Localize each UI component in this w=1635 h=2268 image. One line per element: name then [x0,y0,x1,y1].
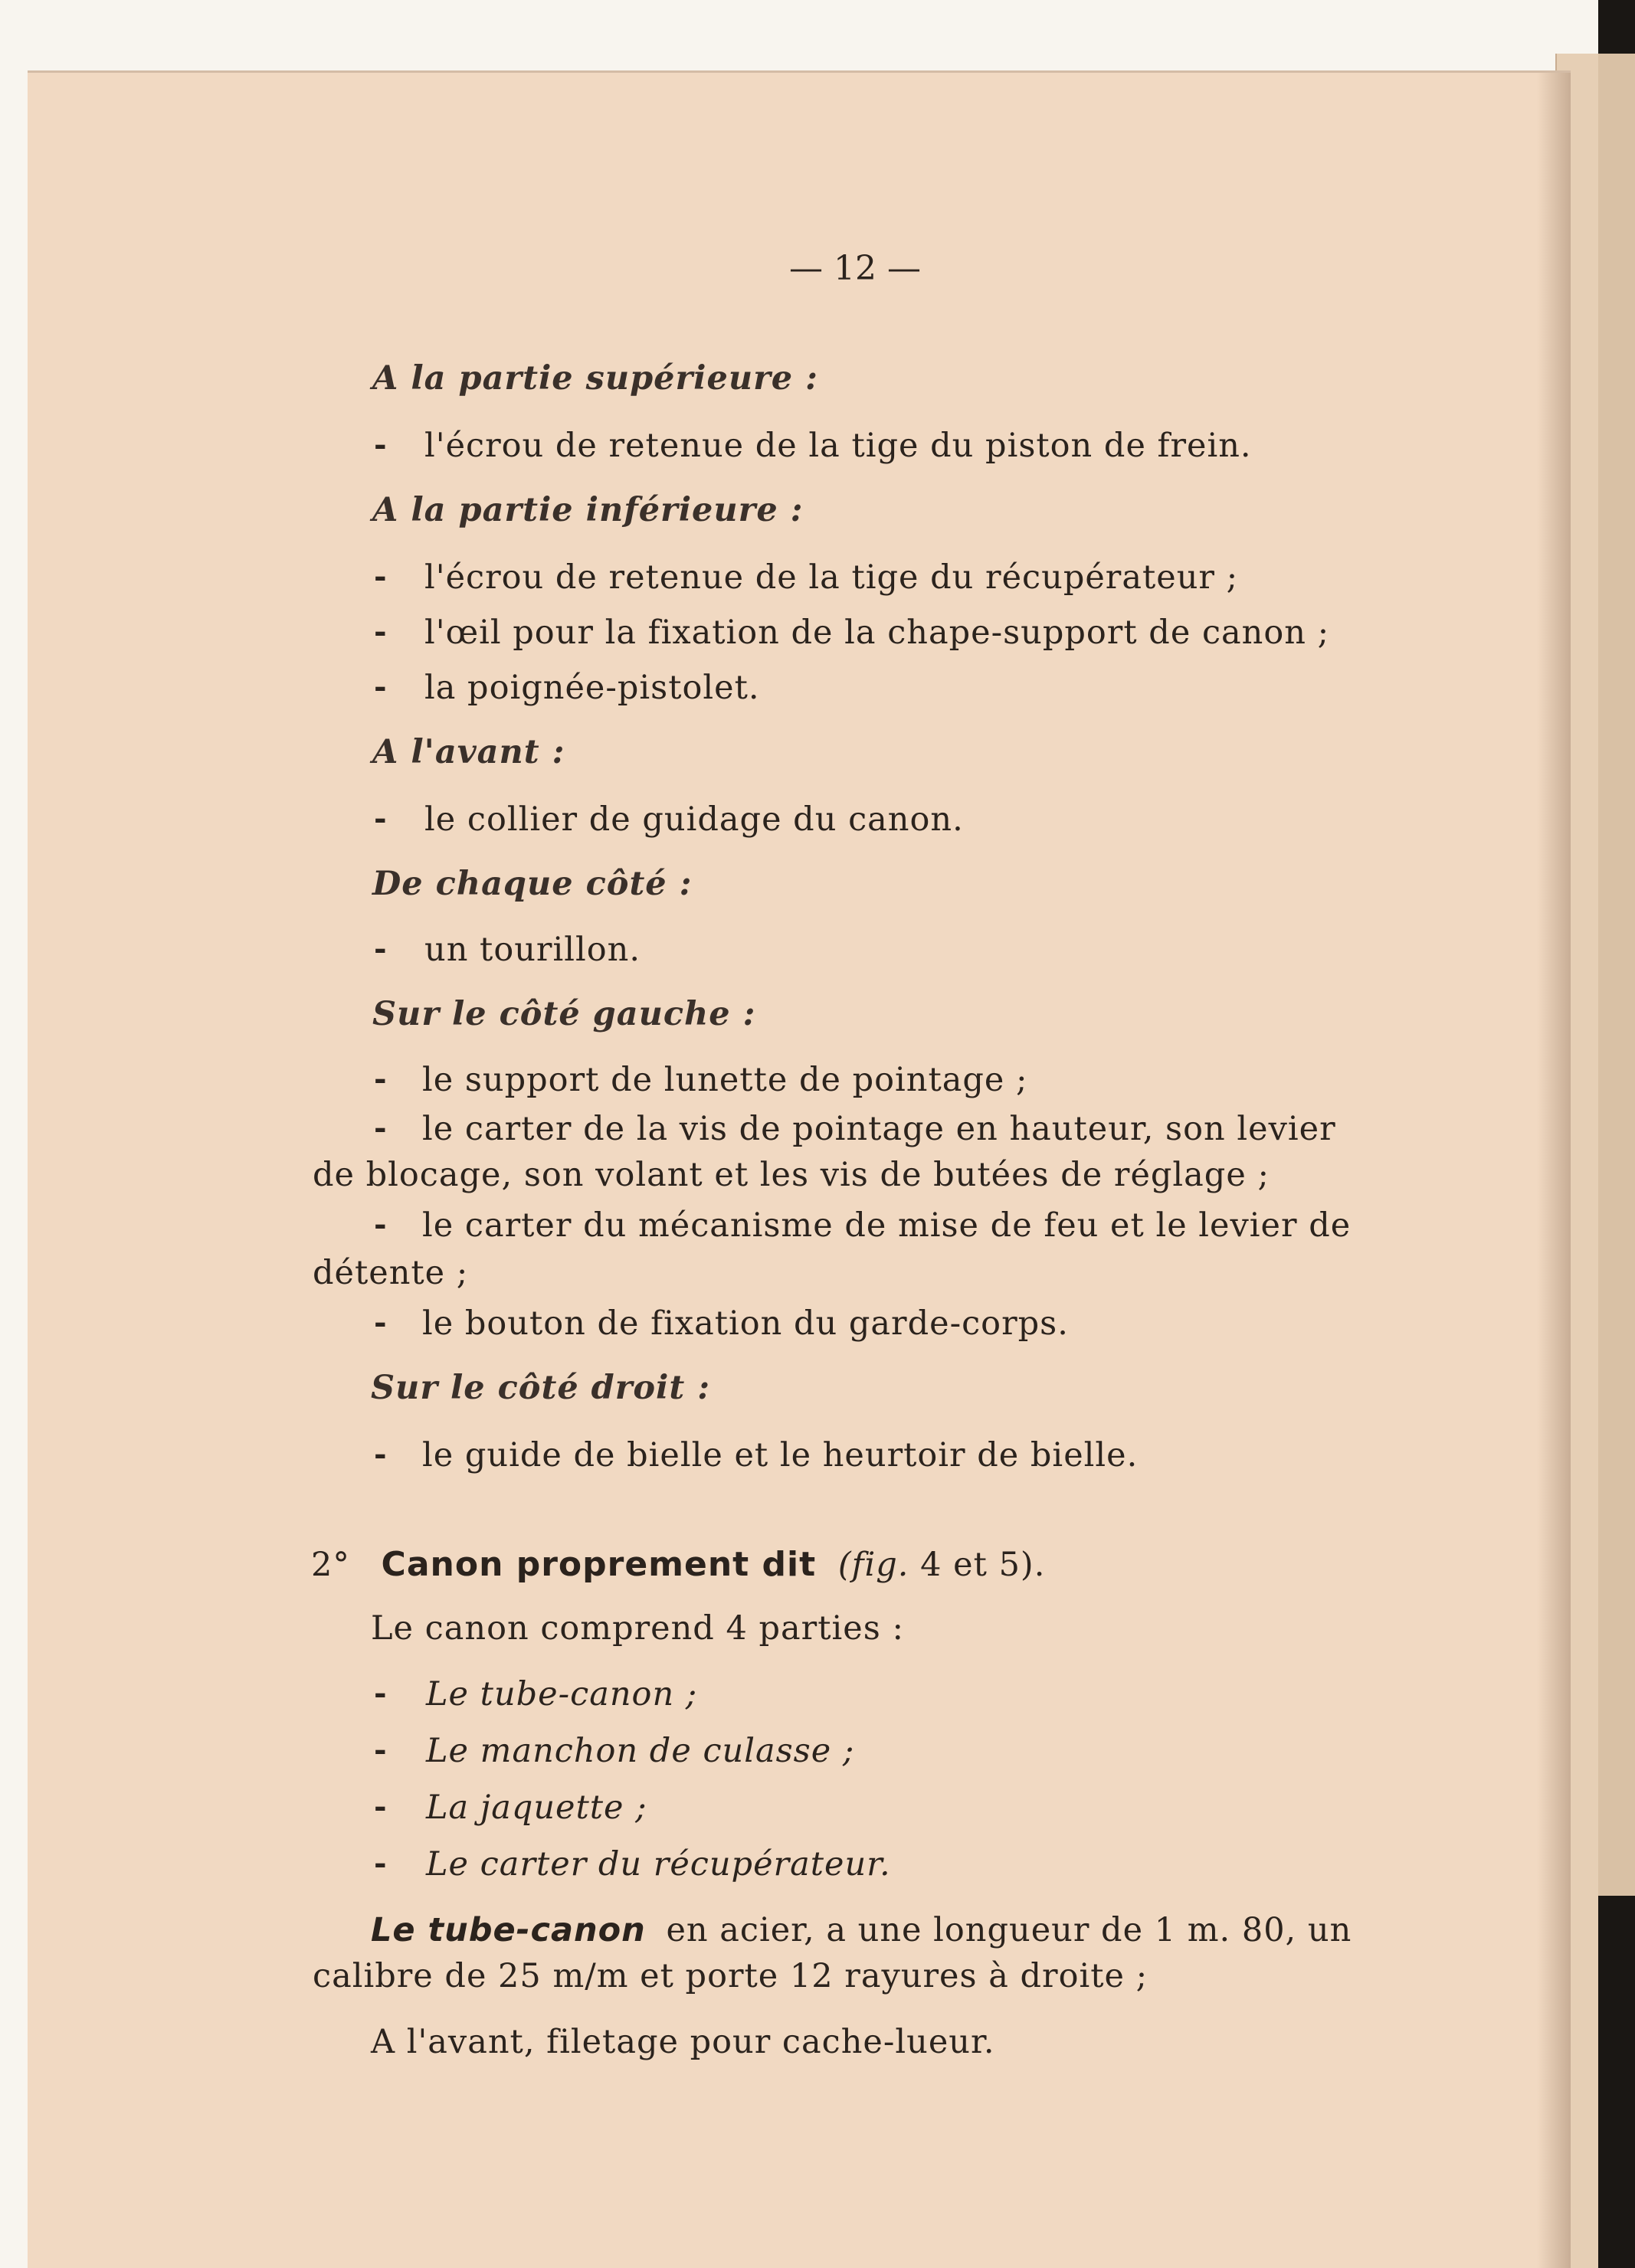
figure-ref-numbers: 4 et 5). [920,1546,1046,1584]
list-item: le bouton de fixation du garde-corps. [422,1304,1069,1343]
part-item: La jaquette ; [426,1789,647,1827]
page-fold-shadow [1537,73,1571,2268]
list-item: l'œil pour la fixation de la chape-support de canon ; [424,614,1330,652]
section-heading: De chaque côté : [372,865,693,903]
tube-label: Le tube-canon [371,1911,646,1949]
list-item: l'écrou de retenue de la tige du récupérateur ; [424,558,1239,597]
list-dash: - [374,427,387,463]
list-item: l'écrou de retenue de la tige du piston de frein. [424,427,1252,465]
section-heading: A la partie supérieure : [372,359,818,398]
book-page [28,70,1571,2268]
list-dash: - [374,1732,387,1768]
list-item-continuation: de blocage, son volant et les vis de butées de réglage ; [313,1156,1270,1194]
closing-paragraph: A l'avant, filetage pour cache-lueur. [371,2023,995,2061]
list-dash: - [374,558,387,594]
list-item: un tourillon. [424,931,641,969]
part-item: Le carter du récupérateur. [426,1845,891,1883]
list-dash: - [374,1845,387,1881]
list-dash: - [374,1675,387,1711]
tube-description: en acier, a une longueur de 1 m. 80, un [666,1911,1352,1949]
list-item: le guide de bielle et le heurtoir de bielle. [422,1436,1139,1474]
list-item-continuation: détente ; [313,1254,469,1292]
list-item: la poignée-pistolet. [424,669,760,707]
list-dash: - [374,1436,387,1472]
list-dash: - [374,800,387,836]
list-item: le collier de guidage du canon. [424,800,964,839]
section-heading: Sur le côté gauche : [372,995,756,1033]
list-dash: - [374,669,387,705]
list-dash: - [374,1061,387,1097]
section-heading: Sur le côté droit : [371,1369,711,1407]
figure-ref-italic: (fig. [837,1546,909,1584]
list-dash: - [374,1110,387,1146]
list-item: le carter du mécanisme de mise de feu et le levier de [422,1206,1352,1245]
list-dash: - [374,1789,387,1825]
section-title-line [311,1545,1045,1584]
list-dash: - [374,614,387,650]
list-item: le carter de la vis de pointage en hauteur, son levier [422,1110,1336,1148]
section-heading: A l'avant : [372,733,565,771]
intro-paragraph: Le canon comprend 4 parties : [371,1609,904,1648]
tube-paragraph-line-2: calibre de 25 m/m et porte 12 rayures à droite ; [313,1957,1148,1995]
section-number: 2° [311,1546,350,1584]
list-dash: - [374,931,387,967]
tube-paragraph-line-1 [371,1911,1352,1949]
section-title: Canon proprement dit [381,1545,817,1584]
part-item: Le tube-canon ; [426,1675,698,1713]
section-heading: A la partie inférieure : [372,491,804,529]
list-dash: - [374,1304,387,1340]
binding-page-block [1598,54,1635,1896]
list-item: le support de lunette de pointage ; [422,1061,1028,1099]
page-number: — 12 — [789,249,921,288]
list-dash: - [374,1206,387,1242]
part-item: Le manchon de culasse ; [426,1732,855,1770]
